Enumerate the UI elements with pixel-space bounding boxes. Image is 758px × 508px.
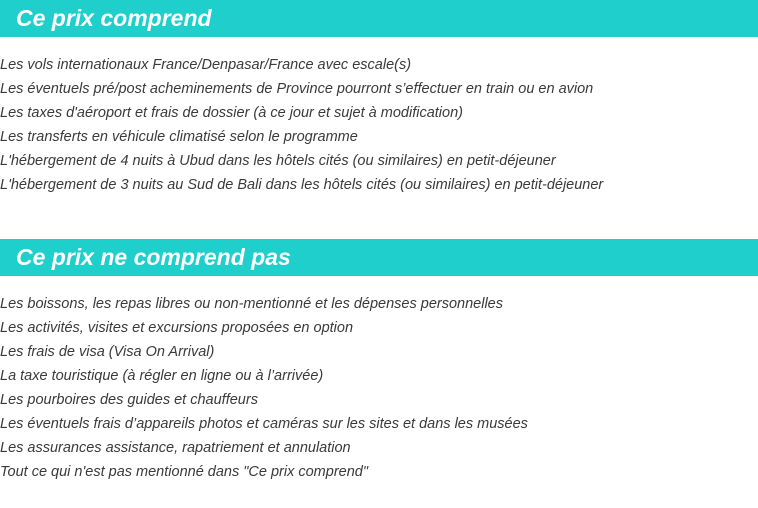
list-item: L'hébergement de 3 nuits au Sud de Bali dans les hôtels cités (ou similaires) en petit-déjeuner (0, 177, 604, 193)
list-item: L'hébergement de 4 nuits à Ubud dans les hôtels cités (ou similaires) en petit-déjeuner (0, 153, 556, 169)
list-item: Les activités, visites et excursions proposées en option (0, 320, 354, 336)
list-item: Tout ce qui n'est pas mentionné dans "Ce prix comprend" (0, 464, 368, 480)
list-item: Les pourboires des guides et chauffeurs (0, 392, 258, 408)
includes-title: Ce prix comprend (16, 5, 212, 31)
list-item: Les transferts en véhicule climatisé selon le programme (0, 129, 358, 145)
section-excludes (0, 239, 758, 484)
list-item: Les boissons, les repas libres ou non-mentionné et les dépenses personnelles (0, 296, 503, 312)
list-item: Les éventuels pré/post acheminements de Province pourront s’effectuer en train ou en avion (0, 81, 594, 97)
excludes-list (0, 292, 758, 484)
list-item: Les vols internationaux France/Denpasar/France avec escale(s) (0, 57, 412, 73)
list-item: Les taxes d'aéroport et frais de dossier (à ce jour et sujet à modification) (0, 105, 463, 121)
list-item: Les éventuels frais d’appareils photos et caméras sur les sites et dans les musées (0, 416, 528, 432)
list-item: Les frais de visa (Visa On Arrival) (0, 344, 215, 360)
excludes-header (0, 239, 758, 276)
list-item: Les assurances assistance, rapatriement et annulation (0, 440, 351, 456)
includes-header (0, 0, 758, 37)
section-includes (0, 0, 758, 197)
includes-list (0, 53, 758, 197)
excludes-title: Ce prix ne comprend pas (16, 244, 291, 270)
list-item: La taxe touristique (à régler en ligne ou à l’arrivée) (0, 368, 324, 384)
